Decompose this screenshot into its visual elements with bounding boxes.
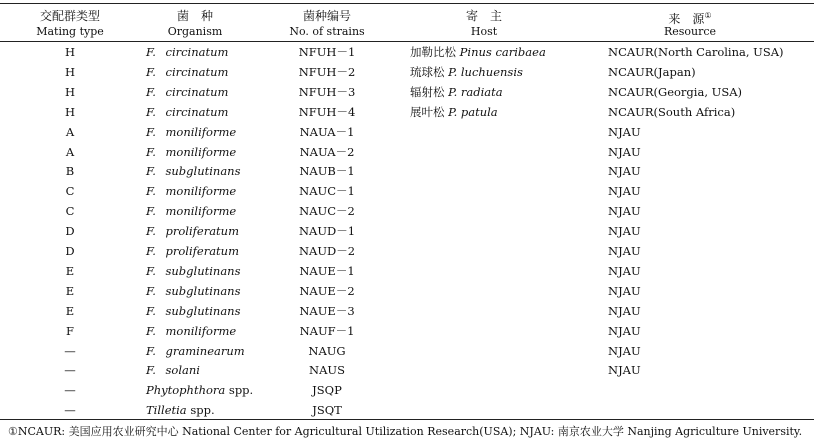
header-host-cn: 寄 主 [465, 9, 503, 23]
organism-species: circinatum [165, 64, 229, 79]
resource-cell: NJAU [608, 204, 641, 219]
strain-number-cell: NAUA－1 [299, 124, 355, 139]
organism-cell [146, 164, 241, 178]
resource-cell: NJAU [608, 124, 641, 139]
resource-cell: NJAU [608, 323, 641, 338]
organism-cell [146, 145, 236, 159]
organism-cell [146, 383, 253, 397]
strain-number-cell: NFUH－2 [298, 64, 356, 79]
organism-genus: F. [146, 45, 156, 59]
host-chinese-name: 琉球松 [410, 64, 445, 79]
resource-cell: NJAU [608, 263, 641, 278]
host-chinese-name: 展叶松 [410, 104, 445, 119]
resource-cell: NJAU [608, 363, 641, 378]
strain-number-cell: NAUD－2 [298, 244, 356, 258]
mating-type-cell: — [64, 343, 76, 358]
strain-number-cell: NAUS [309, 363, 345, 378]
organism-genus: Tilletia [146, 403, 187, 418]
organism-cell [146, 204, 236, 218]
mating-type-cell: D [65, 224, 75, 239]
organism-species: solani [165, 363, 200, 378]
mating-type-cell: — [64, 383, 76, 398]
organism-genus: F. [146, 184, 156, 199]
mating-type-cell: C [65, 184, 75, 199]
mating-type-cell: D [65, 244, 75, 258]
strain-number-cell: NAUA－2 [299, 144, 355, 159]
organism-species: spp. [190, 403, 215, 418]
organism-genus: F. [146, 363, 156, 378]
organism-cell [146, 363, 200, 377]
organism-genus: Phytophthora [146, 383, 226, 398]
organism-species: subglutinans [165, 283, 241, 298]
resource-cell: NCAUR(Georgia, USA) [608, 84, 742, 99]
organism-cell [146, 65, 228, 79]
host-cell [410, 45, 546, 59]
header-resource-en: Resource [663, 25, 717, 38]
organism-species: subglutinans [165, 303, 241, 318]
mating-type-cell: H [64, 45, 76, 59]
organism-species: proliferatum [165, 244, 239, 258]
organism-genus: F. [146, 224, 156, 239]
mating-type-cell: H [64, 64, 76, 79]
strain-number-cell: JSQP [312, 383, 342, 398]
organism-cell [146, 284, 241, 298]
organism-cell [146, 403, 215, 417]
host-cell [410, 105, 498, 119]
resource-cell: NJAU [608, 184, 641, 199]
footnote: ①NCAUR: 美国应用农业研究中心 National Center for Agricultural Utilization Research(USA); NJAU: 南京农业大学 Nanjing Agriculture University. [8, 425, 803, 438]
host-cell [410, 65, 523, 79]
organism-cell [146, 45, 228, 59]
organism-species: graminearum [165, 343, 245, 358]
organism-genus: F. [146, 104, 156, 119]
organism-genus: F. [146, 244, 156, 258]
resource-cell: NJAU [608, 164, 641, 179]
mating-type-cell: H [64, 84, 76, 99]
host-cell [410, 85, 503, 99]
organism-species: moniliforme [165, 124, 237, 139]
organism-species: circinatum [165, 104, 229, 119]
organism-species: moniliforme [165, 144, 237, 159]
organism-genus: F. [146, 144, 156, 159]
organism-cell [146, 324, 236, 338]
mating-type-cell: C [65, 204, 75, 219]
resource-cell: NJAU [608, 244, 641, 258]
organism-species: circinatum [165, 45, 229, 59]
mating-type-cell: A [65, 124, 75, 139]
resource-cell: NJAU [608, 144, 641, 159]
organism-genus: F. [146, 204, 156, 219]
top-rule [0, 3, 814, 4]
mating-type-cell: E [65, 303, 75, 318]
strain-number-cell: NAUE－1 [299, 263, 355, 278]
organism-genus: F. [146, 343, 156, 358]
organism-cell [146, 125, 236, 139]
resource-cell: NCAUR(North Carolina, USA) [608, 45, 784, 59]
header-mating-type-cn: 交配群类型 [39, 9, 101, 23]
header-organism-en: Organism [167, 25, 223, 38]
strain-number-cell: NAUB－1 [299, 164, 355, 179]
strain-number-cell: NAUG [308, 343, 346, 358]
organism-cell [146, 304, 241, 318]
resource-cell: NCAUR(South Africa) [608, 104, 736, 119]
strain-number-cell: NFUH－3 [298, 84, 356, 99]
host-chinese-name: 加勒比松 [410, 45, 456, 59]
strain-number-cell: JSQT [312, 403, 342, 418]
header-mating-type-en: Mating type [36, 25, 104, 38]
resource-cell: NJAU [608, 224, 641, 239]
organism-species: moniliforme [165, 323, 237, 338]
strain-number-cell: NAUF－1 [299, 323, 355, 338]
host-latin-name: P. radiata [448, 84, 503, 99]
organism-cell [146, 244, 239, 258]
organism-genus: F. [146, 323, 156, 338]
mating-type-cell: E [65, 283, 75, 298]
strain-number-cell: NAUE－2 [299, 283, 355, 298]
bottom-rule [0, 419, 814, 420]
header-rule [0, 41, 814, 42]
resource-cell: NJAU [608, 283, 641, 298]
organism-genus: F. [146, 283, 156, 298]
header-host-en: Host [470, 25, 498, 38]
strain-number-cell: NAUC－2 [299, 204, 355, 219]
strain-number-cell: NAUD－1 [298, 224, 356, 239]
organism-species: circinatum [165, 84, 229, 99]
organism-species: subglutinans [165, 263, 241, 278]
organism-species: spp. [228, 383, 254, 398]
organism-cell [146, 344, 245, 358]
resource-cell: NJAU [608, 303, 641, 318]
organism-genus: F. [146, 164, 156, 179]
organism-species: moniliforme [165, 184, 237, 199]
organism-species: moniliforme [165, 204, 237, 219]
host-latin-name: Pinus caribaea [459, 45, 546, 59]
organism-cell [146, 264, 241, 278]
organism-genus: F. [146, 64, 156, 79]
host-latin-name: P. patula [448, 104, 498, 119]
host-chinese-name: 辐射松 [410, 84, 445, 99]
strain-number-cell: NAUC－1 [299, 184, 355, 199]
organism-genus: F. [146, 263, 156, 278]
header-resource-cn: 来 源① [668, 11, 712, 26]
header-organism-cn: 菌 种 [176, 9, 214, 23]
organism-cell [146, 85, 228, 99]
organism-genus: F. [146, 303, 156, 318]
mating-type-cell: A [65, 144, 75, 159]
resource-cell: NCAUR(Japan) [608, 64, 696, 79]
strain-number-cell: NFUH－1 [298, 45, 356, 59]
host-latin-name: P. luchuensis [448, 64, 523, 79]
mating-type-cell: — [64, 403, 76, 418]
mating-type-cell: — [64, 363, 76, 378]
mating-type-cell: B [65, 164, 75, 179]
organism-species: subglutinans [165, 164, 241, 179]
organism-genus: F. [146, 124, 156, 139]
strain-number-cell: NAUE－3 [299, 303, 355, 318]
strain-number-cell: NFUH－4 [298, 104, 356, 119]
organism-cell [146, 184, 236, 198]
header-strain-en: No. of strains [289, 25, 365, 38]
organism-cell [146, 105, 228, 119]
mating-type-cell: F [66, 323, 74, 338]
organism-cell [146, 224, 239, 238]
mating-type-cell: H [64, 104, 76, 119]
header-strain-cn: 菌种编号 [302, 9, 352, 23]
organism-genus: F. [146, 84, 156, 99]
mating-type-cell: E [65, 263, 75, 278]
organism-species: proliferatum [165, 224, 239, 239]
resource-cell: NJAU [608, 343, 641, 358]
